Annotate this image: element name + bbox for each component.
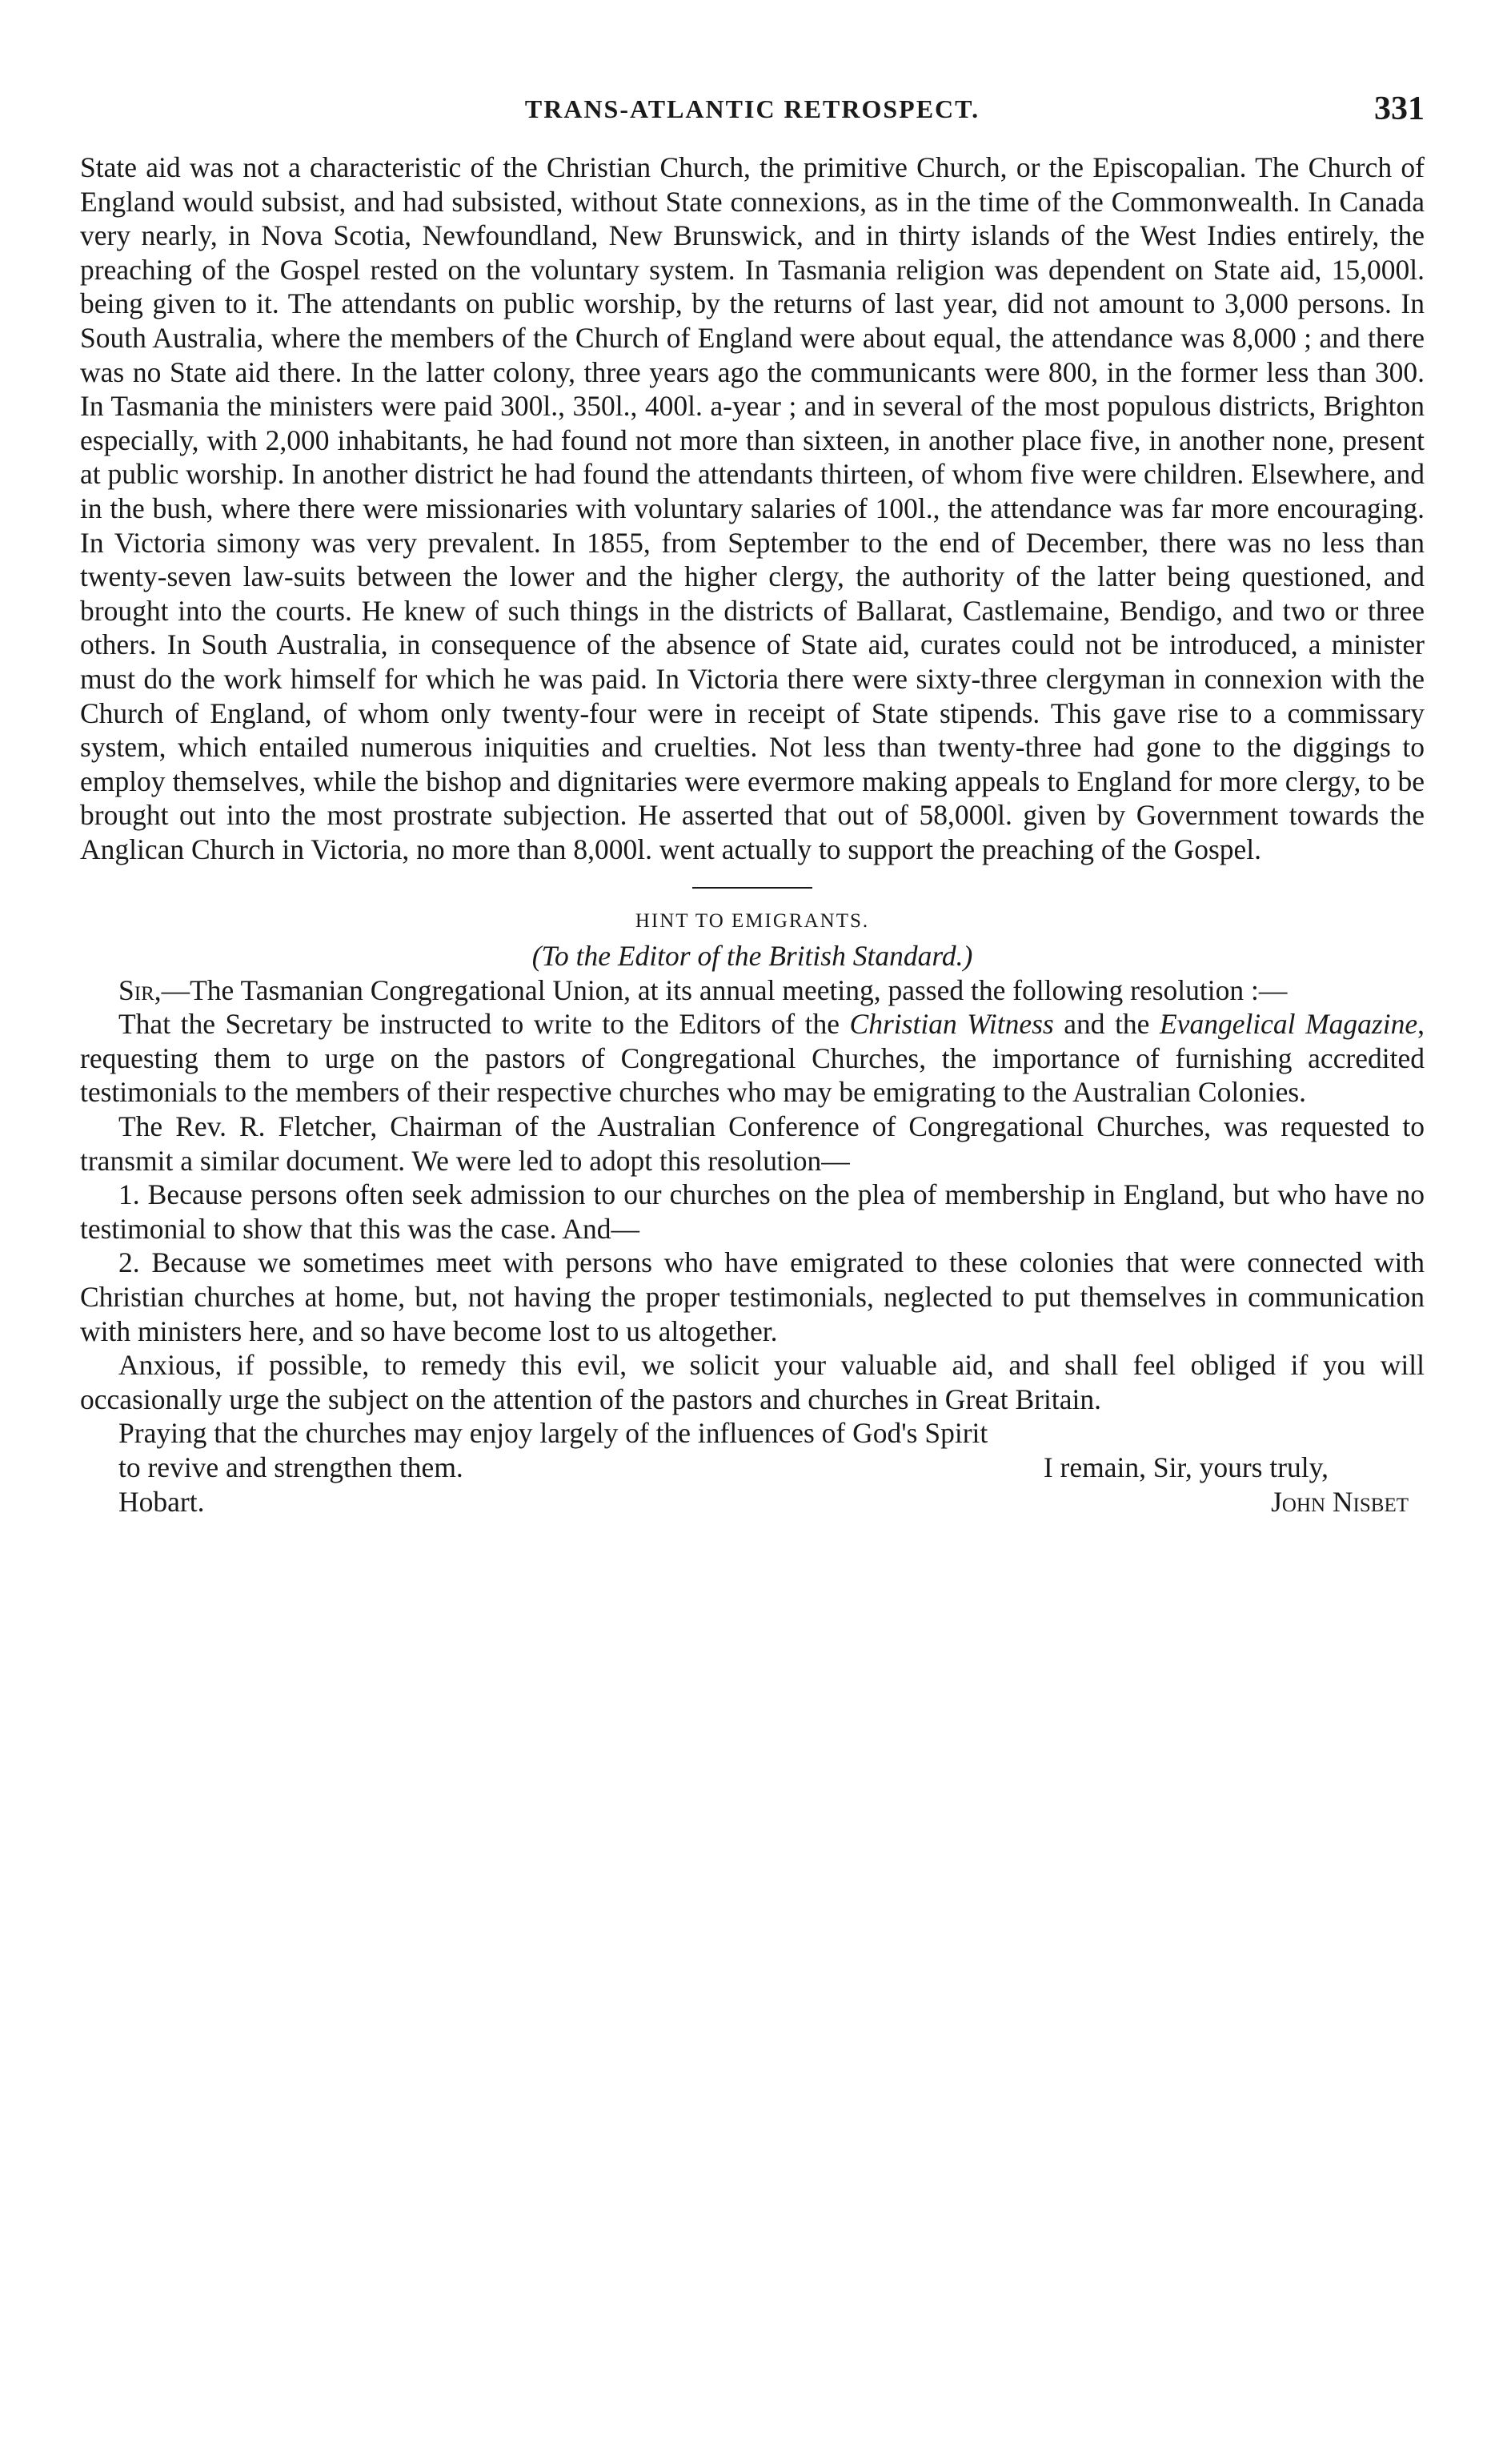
resolution-paragraph bbox=[80, 1007, 1425, 1110]
reason-2: 2. Because we sometimes meet with persons who have emigrated to these colonies that were connected with Christian churches at home, but, not having the proper testimonials, neglected to put themselves in communication with ministers here, and so have become lost to us altogether. bbox=[80, 1246, 1425, 1347]
reason-1: 1. Because persons often seek admission to our churches on the plea of membership in England, but who have no testimonial to show that this was the case. And— bbox=[80, 1178, 1425, 1245]
section-divider bbox=[692, 887, 812, 889]
signature-row bbox=[80, 1485, 1425, 1519]
signature: John Nisbet bbox=[1271, 1485, 1409, 1518]
letter-salutation bbox=[80, 973, 1425, 1008]
page-header bbox=[80, 90, 1425, 142]
fletcher-paragraph: The Rev. R. Fletcher, Chairman of the Australian Conference of Congregational Churches, was requested to transmit a similar document. We were led to adopt this resolution— bbox=[80, 1110, 1425, 1177]
page-body bbox=[80, 150, 1425, 1519]
page-number: 331 bbox=[1374, 90, 1425, 127]
closing-row bbox=[80, 1451, 1425, 1485]
running-title: TRANS-ATLANTIC RETROSPECT. bbox=[524, 94, 980, 123]
christian-witness-title: Christian Witness bbox=[849, 1008, 1054, 1041]
resolution-text-2: and the bbox=[1053, 1008, 1160, 1041]
resolution-text-3: , requesting them to urge on the pastors of Congregational Churches, the importance of furnishing accredited testimonials to the members of their respective churches who may be emigrating to the Australian Colonies. bbox=[80, 1008, 1425, 1109]
article-paragraph: State aid was not a characteristic of the Christian Church, the primitive Church, or the Episcopalian. The Church of England would subsist, and had subsisted, without State connexions, as in the time of the Commonwealth. In Canada very nearly, in Nova Scotia, Newfoundland, New Brunswick, and in thirty islands of the West Indies entirely, the preaching of the Gospel rested on the voluntary system. In Tasmania religion was dependent on State aid, 15,000l. being given to it. The attendants on public worship, by the returns of last year, did not amount to 3,000 persons. In South Australia, where the members of the Church of England were about equal, the attendance was 8,000 ; and there was no State aid there. In the latter colony, three years ago the communicants were 800, in the former less than 300. In Tasmania the ministers were paid 300l., 350l., 400l. a-year ; and in several of the most populous districts, Brighton especially, with 2,000 inhabitants, he had found not more than sixteen, in another place five, in another none, present at public worship. In another district he had found the attendants thirteen, of whom five were children. Elsewhere, and in the bush, where there were missionaries with voluntary salaries of 100l., the attendance was far more encouraging. In Victoria simony was very prevalent. In 1855, from September to the end of December, there was no less than twenty-seven law-suits between the lower and the higher clergy, the authority of the latter being questioned, and brought into the courts. He knew of such things in the districts of Ballarat, Castlemaine, Bendigo, and two or three others. In South Australia, in consequence of the absence of State aid, curates could not be introduced, a minister must do the work himself for which he was paid. In Victoria there were sixty-three clergyman in connexion with the Church of England, of whom only twenty-four were in receipt of State stipends. This gave rise to a commissary system, which entailed numerous iniquities and cruelties. Not less than twenty-three had gone to the diggings to employ themselves, while the bishop and dignitaries were evermore making appeals to England for more clergy, to be brought out into the most prostrate subjection. He asserted that out of 58,000l. given by Government towards the Anglican Church in Victoria, no more than 8,000l. went actually to support the preaching of the Gospel. bbox=[80, 151, 1425, 865]
closing-left: to revive and strengthen them. bbox=[118, 1451, 463, 1483]
anxious-paragraph: Anxious, if possible, to remedy this evil, we solicit your valuable aid, and shall feel obliged if you will occasionally urge the subject on the attention of the pastors and churches in Great Britain. bbox=[80, 1349, 1425, 1415]
salutation-text: —The Tasmanian Congregational Union, at its annual meeting, passed the following resolution :— bbox=[161, 973, 1288, 1006]
place: Hobart. bbox=[118, 1485, 205, 1518]
to-editor-line: (To the Editor of the British Standard.) bbox=[531, 940, 973, 973]
section-title: HINT TO EMIGRANTS. bbox=[635, 910, 870, 933]
closing-right: I remain, Sir, yours truly, bbox=[1043, 1451, 1329, 1483]
salutation-sir: Sir, bbox=[118, 973, 162, 1006]
resolution-text-1: That the Secretary be instructed to write to the Editors of the bbox=[118, 1008, 850, 1041]
closing-line: Praying that the churches may enjoy largely of the influences of God's Spirit bbox=[118, 1417, 988, 1450]
evangelical-magazine-title: Evangelical Magazine bbox=[1160, 1008, 1418, 1041]
